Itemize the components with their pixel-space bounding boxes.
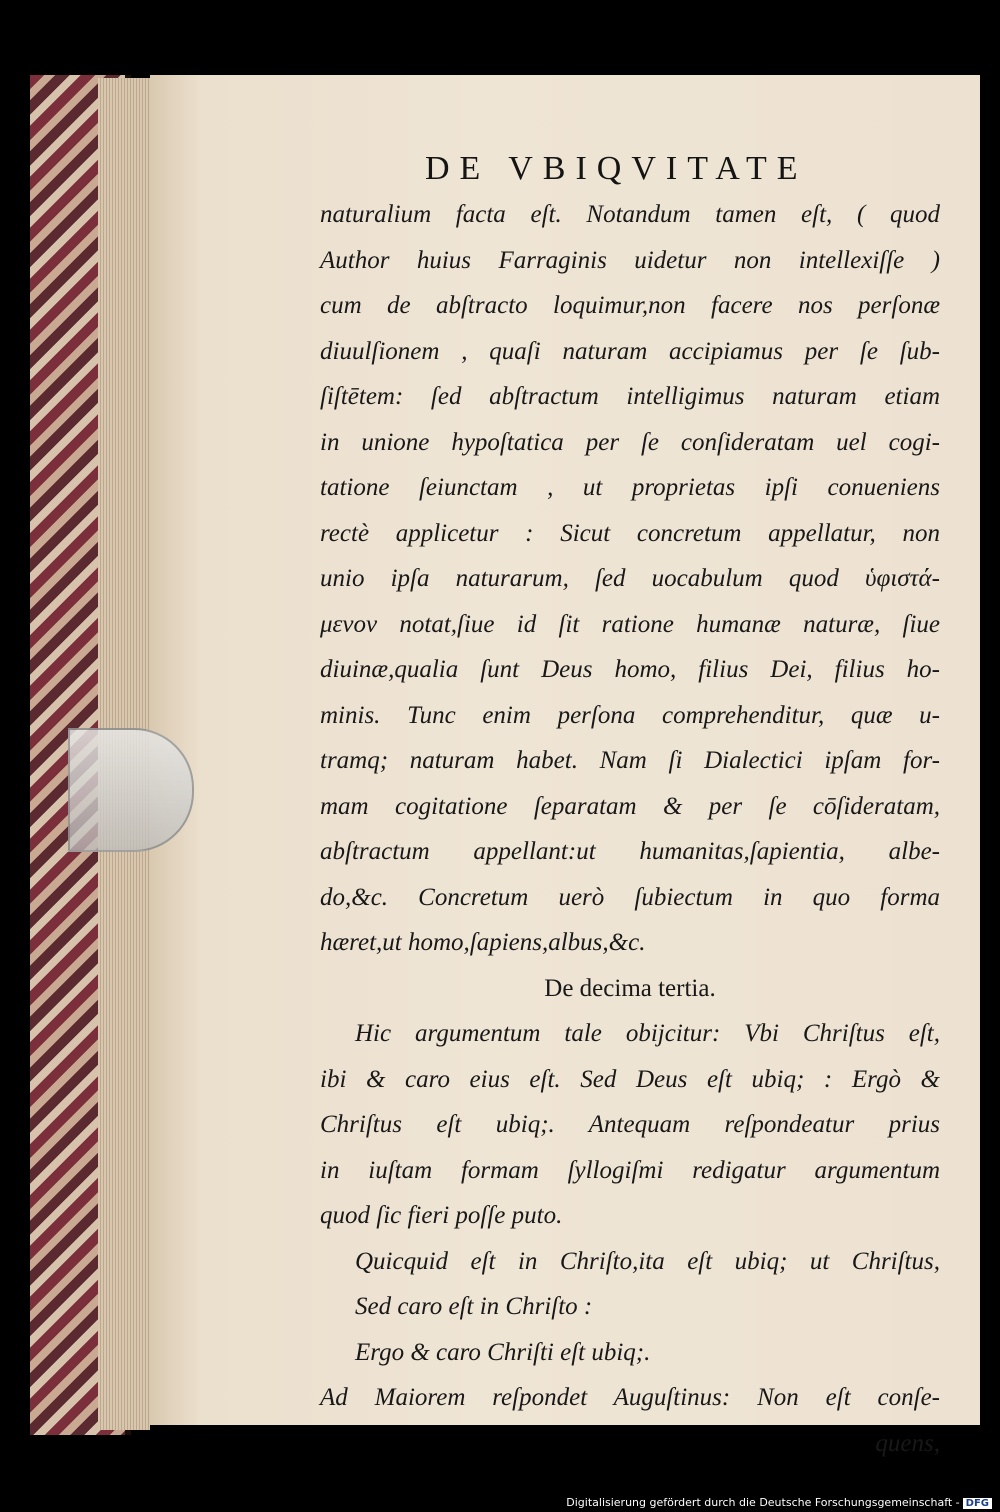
text-line: quens,	[875, 1429, 940, 1457]
text-line: rectè applicetur : Sicut concretum appellatur, non	[320, 519, 940, 547]
text-line: naturalium facta eſt. Notandum tamen eſt, ( quod	[320, 201, 940, 228]
text-line: Sed caro eſt in Chriſto :	[355, 1293, 593, 1320]
text-line: minis. Tunc enim perſona comprehenditur, quæ u-	[320, 701, 940, 729]
text-line: diuinæ,qualia ſunt Deus homo, filius Dei, filius ho-	[320, 656, 940, 683]
page-clip	[68, 728, 194, 852]
text-line: De decima tertia.	[544, 974, 716, 1002]
text-line: tramq; naturam habet. Nam ſi Dialectici ipſam for-	[320, 747, 940, 774]
digitization-credit	[566, 1496, 992, 1509]
text-line: hæret,ut homo,ſapiens,albus,&c.	[320, 929, 646, 956]
text-line: ibi & caro eius eſt. Sed Deus eſt ubiq; : Ergò &	[320, 1065, 940, 1093]
credit-text: Digitalisierung gefördert durch die Deutsche Forschungsgemeinschaft -	[566, 1496, 960, 1509]
text-line: Chriſtus eſt ubiq;. Antequam reſpondeatur prius	[320, 1111, 940, 1138]
text-line: Ergo & caro Chriſti eſt ubiq;.	[355, 1338, 651, 1366]
running-heading: DE VBIQVITATE	[425, 150, 808, 187]
text-line: tatione ſeiunctam , ut proprietas ipſi conueniens	[320, 474, 940, 501]
text-line: ſiſtētem: ſed abſtractum intelligimus naturam etiam	[320, 383, 940, 410]
text-line: diuulſionem , quaſi naturam accipiamus per ſe ſub-	[320, 337, 940, 365]
body-text	[320, 192, 940, 1466]
text-line: cum de abſtracto loquimur,non facere nos perſonæ	[320, 292, 940, 319]
text-line: Hic argumentum tale obijcitur: Vbi Chriſtus eſt,	[355, 1020, 940, 1047]
text-line: Quicquid eſt in Chriſto,ita eſt ubiq; ut Chriſtus,	[355, 1247, 940, 1275]
text-line: μενον notat,ſiue id ſit ratione humanæ naturæ, ſiue	[320, 610, 940, 638]
text-line: Ad Maiorem reſpondet Auguſtinus: Non eſt conſe-	[320, 1384, 940, 1411]
text-line: abſtractum appellant:ut humanitas,ſapientia, albe-	[320, 838, 940, 865]
text-line: quod ſic fieri poſſe puto.	[320, 1202, 563, 1229]
text-line: unio ipſa naturarum, ſed uocabulum quod ὑφιστά-	[320, 565, 940, 592]
text-line: in unione hypoſtatica per ſe conſideratam uel cogi-	[320, 428, 940, 456]
dfg-logo: DFG	[963, 1498, 992, 1509]
text-line: Author huius Farraginis uidetur non intellexiſſe )	[320, 246, 940, 274]
text-line: do,&c. Concretum uerò ſubiectum in quo forma	[320, 883, 940, 911]
text-line: in iuſtam formam ſyllogiſmi redigatur argumentum	[320, 1156, 940, 1184]
text-line: mam cogitatione ſeparatam & per ſe cōſideratam,	[320, 792, 940, 820]
